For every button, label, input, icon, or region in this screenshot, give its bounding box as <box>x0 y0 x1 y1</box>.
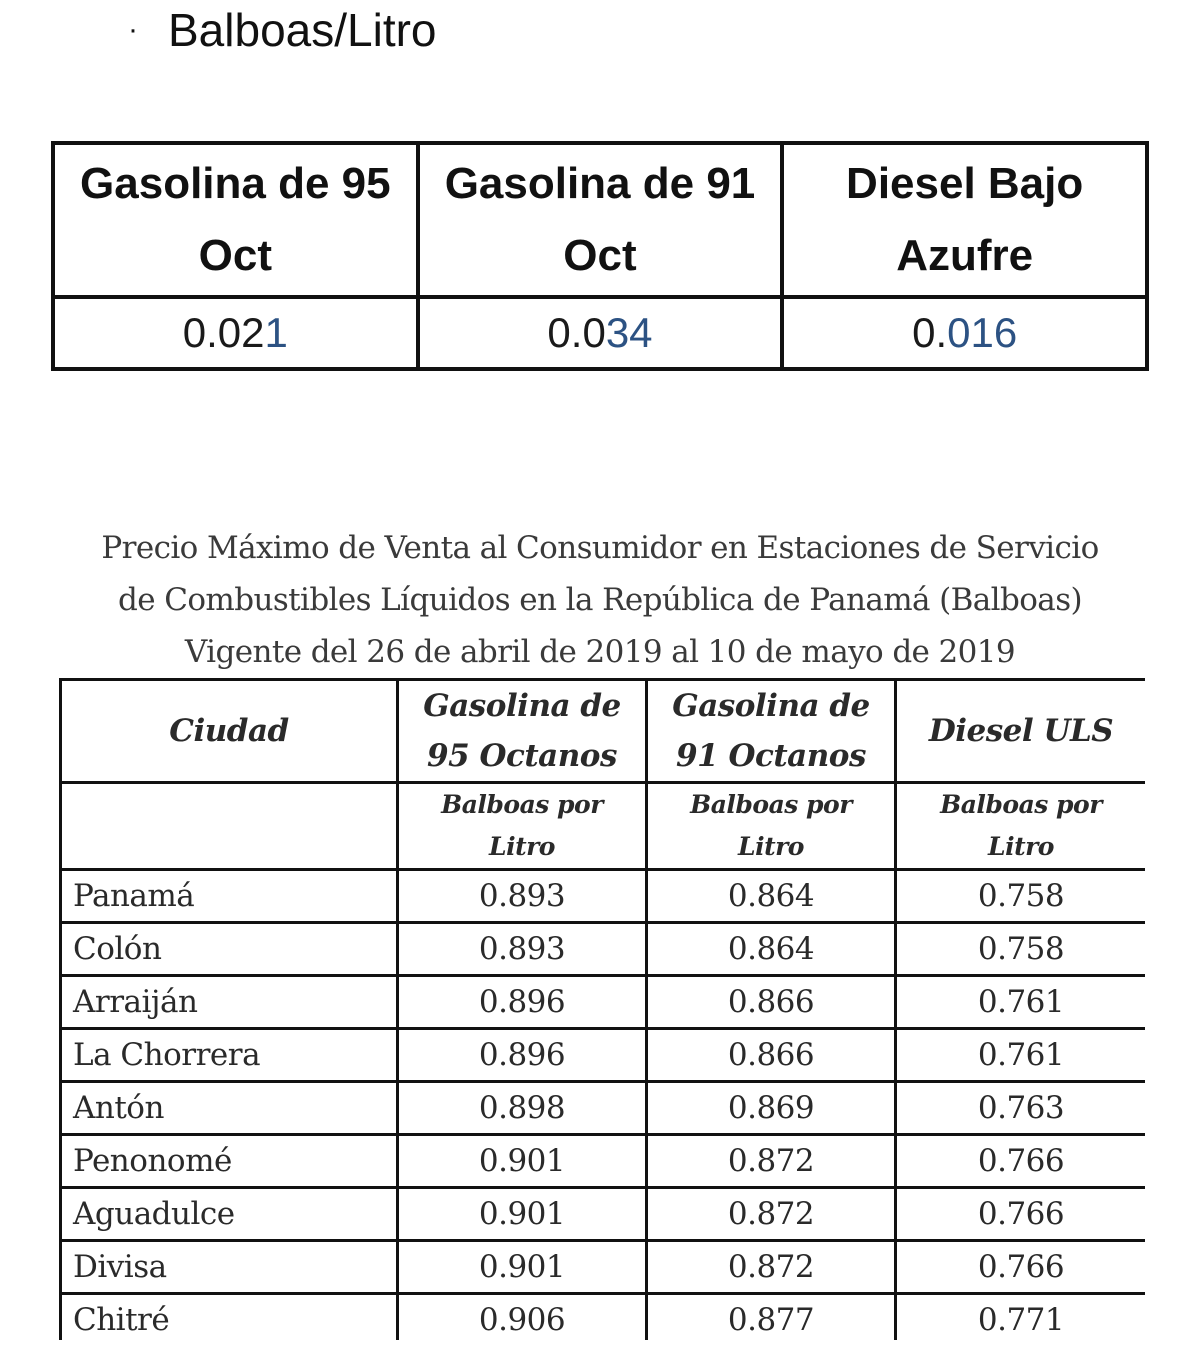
units-line: Litro <box>489 832 555 861</box>
header-diesel-bajo-azufre <box>782 143 1147 297</box>
city-cell: Panamá <box>61 870 398 923</box>
units-line: Litro <box>738 832 804 861</box>
bullet-dot-icon: · <box>128 13 138 46</box>
table-row <box>61 923 1146 976</box>
g91-cell: 0.872 <box>647 1241 896 1294</box>
header-line: Ciudad <box>169 713 289 749</box>
price-table-container <box>59 678 1145 1340</box>
header-line: 95 Octanos <box>427 738 617 774</box>
g91-cell: 0.866 <box>647 976 896 1029</box>
price-header-row <box>61 680 1146 783</box>
city-cell: Arraiján <box>61 976 398 1029</box>
header-line: 91 Octanos <box>676 738 866 774</box>
g95-cell: 0.906 <box>398 1294 647 1341</box>
diesel-cell: 0.758 <box>896 923 1146 976</box>
city-cell: Divisa <box>61 1241 398 1294</box>
header-line: Oct <box>198 231 272 280</box>
diesel-cell: 0.766 <box>896 1241 1146 1294</box>
g95-cell: 0.901 <box>398 1241 647 1294</box>
units-line: Balboas por <box>690 790 852 819</box>
header-gasolina-95-octanos <box>398 680 647 783</box>
table-row <box>61 1188 1146 1241</box>
table-row <box>61 1241 1146 1294</box>
units-diesel <box>896 783 1146 870</box>
value-highlight: 1 <box>264 309 288 356</box>
price-change-table <box>51 141 1149 371</box>
table-row <box>61 1135 1146 1188</box>
g91-cell: 0.864 <box>647 870 896 923</box>
header-ciudad <box>61 680 398 783</box>
unit-label: Balboas/Litro <box>168 4 437 56</box>
unit-bullet-line <box>128 2 437 58</box>
header-line: Gasolina de 95 <box>80 159 391 208</box>
city-cell: Antón <box>61 1082 398 1135</box>
value-diesel <box>782 297 1147 369</box>
diesel-cell: 0.766 <box>896 1135 1146 1188</box>
g95-cell: 0.893 <box>398 923 647 976</box>
units-line: Litro <box>988 832 1054 861</box>
units-gasolina-95 <box>398 783 647 870</box>
price-table-caption <box>40 522 1160 678</box>
header-gasolina-95 <box>53 143 418 297</box>
city-cell: Penonomé <box>61 1135 398 1188</box>
g91-cell: 0.872 <box>647 1135 896 1188</box>
header-line: Gasolina de <box>423 688 621 724</box>
header-line: Oct <box>563 231 637 280</box>
max-price-table <box>59 678 1145 1340</box>
header-diesel-uls <box>896 680 1146 783</box>
table-row <box>61 870 1146 923</box>
diesel-cell: 0.766 <box>896 1188 1146 1241</box>
g91-cell: 0.864 <box>647 923 896 976</box>
header-line: Azufre <box>896 231 1034 280</box>
header-line: Diesel Bajo <box>846 159 1084 208</box>
header-line: Gasolina de 91 <box>444 159 756 208</box>
value-gasolina-95 <box>53 297 418 369</box>
table-row <box>61 1294 1146 1341</box>
city-cell: La Chorrera <box>61 1029 398 1082</box>
city-cell: Colón <box>61 923 398 976</box>
city-cell: Chitré <box>61 1294 398 1341</box>
g95-cell: 0.893 <box>398 870 647 923</box>
g91-cell: 0.872 <box>647 1188 896 1241</box>
table-row <box>61 976 1146 1029</box>
price-change-value-row <box>53 297 1147 369</box>
header-gasolina-91-octanos <box>647 680 896 783</box>
g95-cell: 0.896 <box>398 1029 647 1082</box>
g91-cell: 0.877 <box>647 1294 896 1341</box>
g95-cell: 0.896 <box>398 976 647 1029</box>
diesel-cell: 0.761 <box>896 976 1146 1029</box>
diesel-cell: 0.761 <box>896 1029 1146 1082</box>
price-change-header-row <box>53 143 1147 297</box>
caption-line: de Combustibles Líquidos en la República de Panamá (Balboas) <box>118 582 1082 618</box>
header-line: Gasolina de <box>672 688 870 724</box>
g91-cell: 0.869 <box>647 1082 896 1135</box>
value-prefix: 0.02 <box>182 309 265 356</box>
caption-line: Vigente del 26 de abril de 2019 al 10 de mayo de 2019 <box>184 634 1016 670</box>
g95-cell: 0.901 <box>398 1135 647 1188</box>
g91-cell: 0.866 <box>647 1029 896 1082</box>
units-line: Balboas por <box>441 790 603 819</box>
diesel-cell: 0.758 <box>896 870 1146 923</box>
table-row <box>61 1029 1146 1082</box>
city-cell: Aguadulce <box>61 1188 398 1241</box>
table-row <box>61 1082 1146 1135</box>
units-gasolina-91 <box>647 783 896 870</box>
g95-cell: 0.901 <box>398 1188 647 1241</box>
units-ciudad <box>61 783 398 870</box>
value-prefix: 0. <box>912 309 948 356</box>
header-line: Diesel ULS <box>928 713 1114 749</box>
value-highlight: 34 <box>605 309 653 356</box>
value-gasolina-91 <box>418 297 783 369</box>
diesel-cell: 0.771 <box>896 1294 1146 1341</box>
g95-cell: 0.898 <box>398 1082 647 1135</box>
price-units-row <box>61 783 1146 870</box>
diesel-cell: 0.763 <box>896 1082 1146 1135</box>
units-line: Balboas por <box>940 790 1102 819</box>
value-highlight: 016 <box>947 309 1018 356</box>
caption-line: Precio Máximo de Venta al Consumidor en Estaciones de Servicio <box>101 530 1099 566</box>
value-prefix: 0.0 <box>547 309 606 356</box>
header-gasolina-91 <box>418 143 783 297</box>
